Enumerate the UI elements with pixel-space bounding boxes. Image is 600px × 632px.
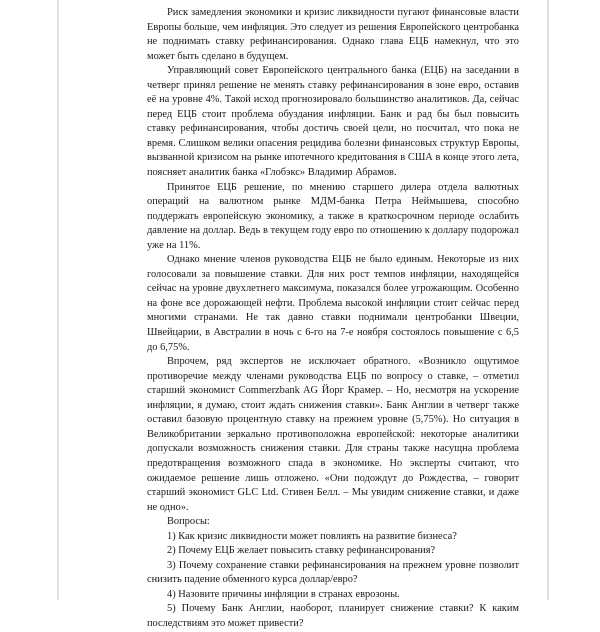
document-text-column <box>147 6 519 632</box>
paragraph-1: Риск замедления экономики и кризис ликвидности пугают финансовые власти Европы больше, чем инфляция. Это следует из решения Европейского центробанка не поднимать ставку рефинансирования. Однако глава ЕЦБ намекнул, что это может быть сделано в будущем. <box>147 7 519 62</box>
paragraph-3: Принятое ЕЦБ решение, по мнению старшего дилера отдела валютных операций на валютном рынке МДМ-банка Петра Неймышева, способно поддержать европейскую экономику, а также в краткосрочном периоде ослабить давление на доллар. Ведь в текущем году евро по отношению к доллару подорожал уже на 11%. <box>147 181 519 251</box>
questions-heading: Вопросы: <box>167 516 210 528</box>
question-item-4: 4) Назовите причины инфляции в странах еврозоны. <box>167 588 400 600</box>
question-item-5: 5) Почему Банк Англии, наоборот, планирует снижение ставки? К каким последствиям это может привести? <box>147 603 519 629</box>
left-margin-rule <box>57 0 59 600</box>
paragraph-2: Управляющий совет Европейского центрального банка (ЕЦБ) на заседании в четверг принял решение не менять ставку рефинансирования в зоне евро, оставив её на уровне 4%. Такой исход прогнозировало большинство аналитиков. Да, сейчас перед ЕЦБ стоит проблема обуздания инфляции. Банк и рад бы был повысить ставку рефинансирования, чтобы достичь своей цели, но посчитал, что пока не время. Слишком велики опасения рецидива болезни финансовых структур Европы, вызванной кризисом на рынке ипотечного кредитования в США в конце этого лета, поясняет аналитик банка «Глобэкс» Владимир Абрамов. <box>147 65 519 179</box>
paragraph-4: Однако мнение членов руководства ЕЦБ не было единым. Некоторые из них голосовали за повышение ставки. Для них рост темпов инфляции, находящейся сейчас на уровне двухлетнего максимума, показался более угрожающим. Особенно на фоне все дорожающей нефти. Проблема высокой инфляции стоит сейчас перед многими странами. Не так давно ставки поднимали центробанки Швеции, Швейцарии, в Австралии в ночь с 6-го на 7-е ноября состоялось повышение с 6,5 до 6,75%. <box>147 254 519 353</box>
paragraph-5: Впрочем, ряд экспертов не исключает обратного. «Возникло ощутимое противоречие между членами руководства ЕЦБ по вопросу о ставке, – отметил старший экономист Commerzbank AG Йорг Крамер. – Но, несмотря на ускорение инфляции, я думаю, стоит ждать снижения ставки». Банк Англии в четверг также оставил базовую процентную ставку на прежнем уровне (5,75%). Но ситуация в Великобритании зеркально противоположна европейской: некоторые аналитики допускали возможность снижения ставки. Для страны также насущна проблема предотвращения возможного спада в экономике. Но эксперты считают, что ожидаемое решение лишь отложено. «Они подождут до Рождества, – говорит старший экономист GLC Ltd. Стивен Белл. – Мы увидим снижение ставки, и даже не одно». <box>147 356 519 513</box>
question-item-2: 2) Почему ЕЦБ желает повысить ставку рефинансирования? <box>167 545 436 557</box>
right-margin-rule <box>547 0 549 600</box>
question-item-3: 3) Почему сохранение ставки рефинансирования на прежнем уровне позволит снизить падение обменного курса доллар/евро? <box>147 559 519 586</box>
question-item-1: 1) Как кризис ликвидности может повлиять на развитие бизнеса? <box>167 530 457 542</box>
